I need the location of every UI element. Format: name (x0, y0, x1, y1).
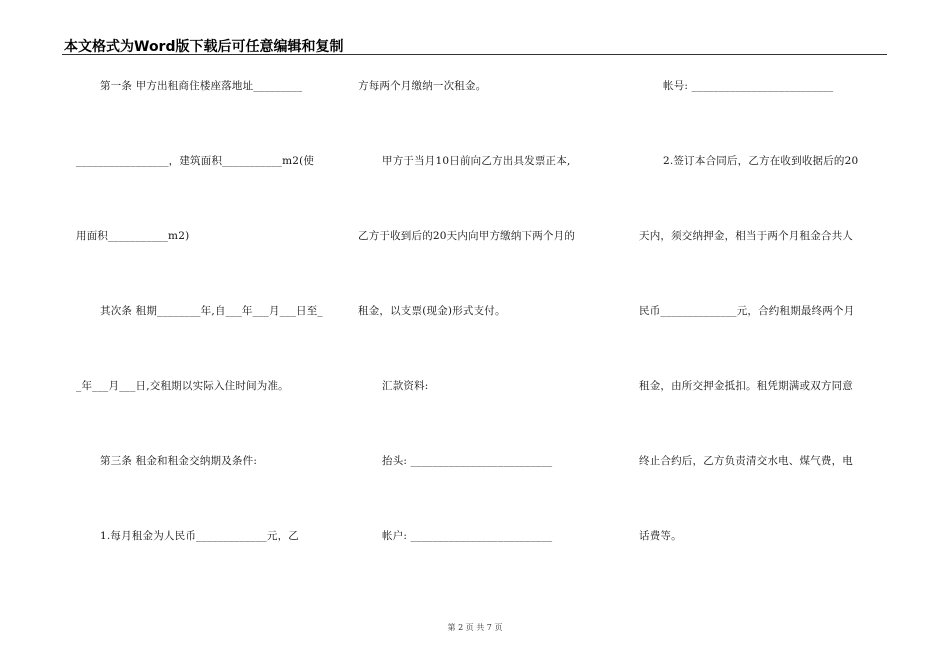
col1-line-2: _________________，建筑面积___________m2(使 (76, 155, 315, 167)
col1-line-1: 第一条 甲方出租商住楼座落地址_________ (100, 80, 303, 92)
col2-line-5: 汇款资料: (382, 380, 429, 392)
col1-line-7: 1.每月租金为人民币_____________元，乙 (100, 530, 299, 542)
document-header-title: 本文格式为Word版下载后可任意编辑和复制 (64, 39, 344, 55)
col2-line-2: 甲方于当月10日前向乙方出具发票正本, (382, 155, 571, 167)
col2-line-6: 抬头: __________________________ (382, 455, 553, 467)
col3-line-4: 民币______________元，合约租期最终两个月 (639, 305, 855, 317)
col3-line-3: 天内，须交纳押金，相当于两个月租金合共人 (639, 230, 853, 242)
col2-line-1: 方每两个月缴纳一次租金。 (358, 80, 487, 92)
header-divider (62, 54, 887, 55)
col1-line-5: _年___月___日,交租期以实际入住时间为准。 (76, 380, 289, 392)
col3-line-1: 帐号: __________________________ (663, 80, 834, 92)
col3-line-5: 租金，由所交押金抵扣。租凭期满或双方同意 (639, 380, 853, 392)
col1-line-4: 其次条 租期________年,自___年___月___日至_ (100, 305, 323, 317)
col1-line-6: 第三条 租金和租金交纳期及条件: (100, 455, 258, 467)
col2-line-4: 租金，以支票(现金)形式支付。 (358, 305, 506, 317)
col2-line-7: 帐户: __________________________ (382, 530, 553, 542)
col1-line-3: 用面积___________m2) (76, 230, 190, 242)
col3-line-6: 终止合约后，乙方负责清交水电、煤气费，电 (639, 455, 853, 467)
page-number: 第 2 页 共 7 页 (447, 623, 503, 632)
col3-line-7: 话费等。 (639, 530, 682, 542)
col2-line-3: 乙方于收到后的20天内向甲方缴纳下两个月的 (358, 230, 576, 242)
col3-line-2: 2.签订本合同后，乙方在收到收据后的20 (663, 155, 859, 167)
